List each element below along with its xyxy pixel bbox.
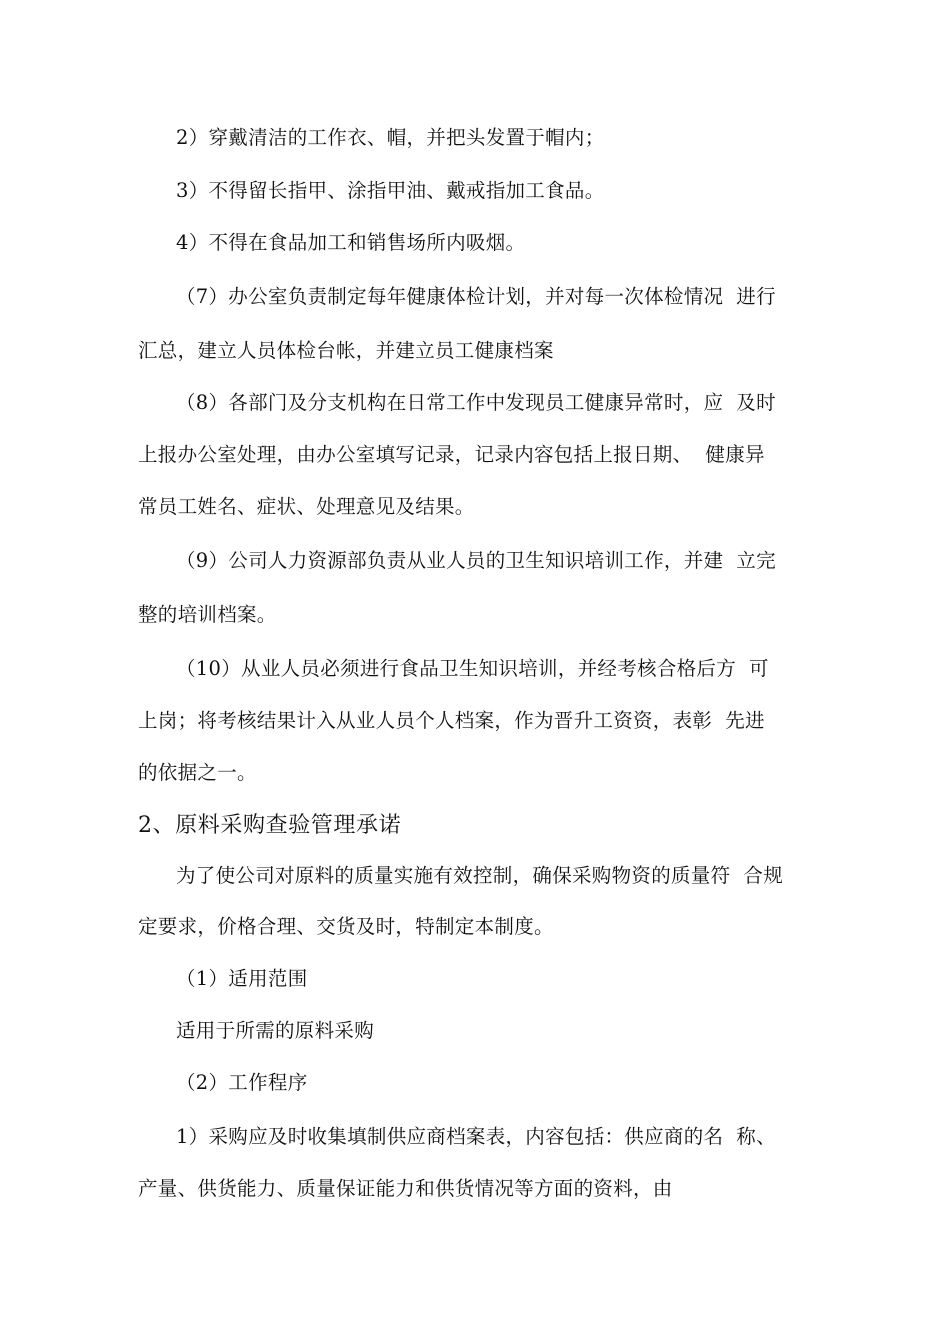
paragraph-9-line-1: （9）公司人力资源部负责从业人员的卫生知识培训工作，并建 立完 [176,549,776,572]
paragraph-8-line-3: 常员工姓名、症状、处理意见及结果。 [138,495,475,518]
list-item-4: 4）不得在食品加工和销售场所内吸烟。 [176,231,526,254]
paragraph-8-line-1: （8）各部门及分支机构在日常工作中发现员工健康异常时，应 及时 [176,391,776,414]
intro-line-2: 定要求，价格合理、交货及时，特制定本制度。 [138,915,554,938]
list-item-3: 3）不得留长指甲、涂指甲油、戴戒指加工食品。 [176,179,605,202]
list-item-2: 2）穿戴清洁的工作衣、帽，并把头发置于帽内； [176,126,605,149]
procedure-item-1-line-1: 1）采购应及时收集填制供应商档案表，内容包括：供应商的名 称、 [176,1125,776,1148]
paragraph-10-line-1: （10）从业人员必须进行食品卫生知识培训，并经考核合格后方 可 [176,657,769,680]
section-heading: 2、原料采购查验管理承诺 [138,813,402,838]
paragraph-9-line-2: 整的培训档案。 [138,603,277,626]
paragraph-10-line-2: 上岗；将考核结果计入从业人员个人档案，作为晋升工资资，表彰 先进 [138,709,765,732]
paragraph-7-line-2: 汇总，建立人员体检台帐，并建立员工健康档案 [138,339,554,362]
paragraph-10-line-3: 的依据之一。 [138,761,257,784]
scope-text: 适用于所需的原料采购 [176,1019,375,1042]
paragraph-7-line-1: （7）办公室负责制定每年健康体检计划，并对每一次体检情况 进行 [176,285,776,308]
procedure-heading: （2）工作程序 [176,1071,308,1094]
procedure-item-1-line-2: 产量、供货能力、质量保证能力和供货情况等方面的资料，由 [138,1177,673,1200]
scope-heading: （1）适用范围 [176,967,308,990]
paragraph-8-line-2: 上报办公室处理，由办公室填写记录，记录内容包括上报日期、 健康异 [138,443,765,466]
intro-line-1: 为了使公司对原料的质量实施有效控制，确保采购物资的质量符 合规 [176,864,783,887]
